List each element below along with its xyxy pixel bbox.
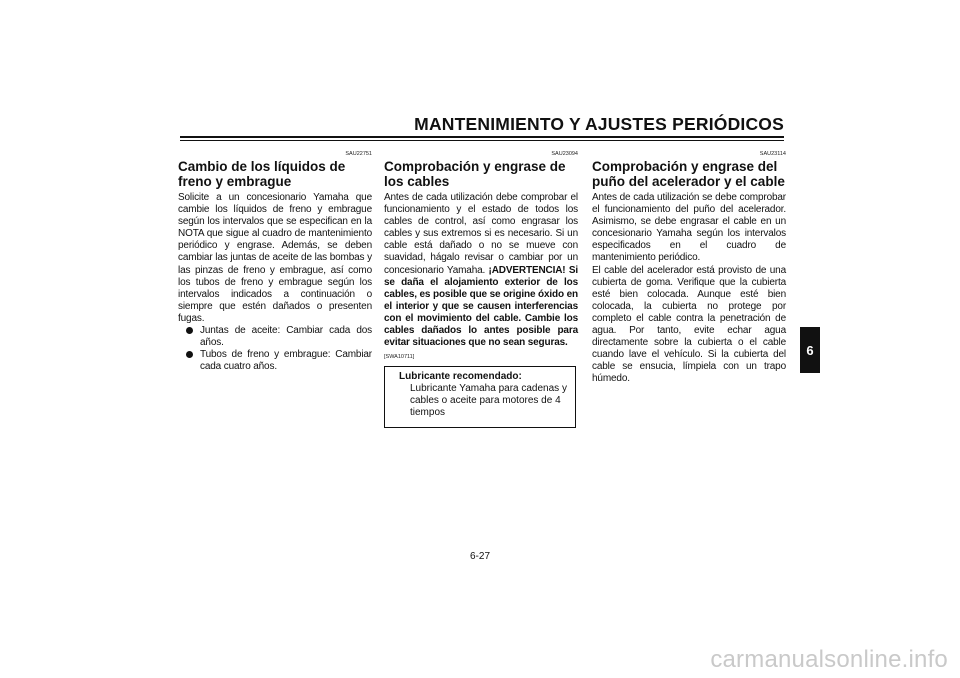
watermark: carmanualsonline.info [710, 646, 948, 673]
section-code: SAU23094 [551, 151, 578, 157]
warning-text: ¡ADVERTENCIA! Si se daña el alojamiento exterior de los cables, es posible que se origine óxido en el interior y que se causen interferencias con el movimiento del cable. Cambie los cables dañados lo antes posible para evitar situaciones que no sean seguras. [384, 264, 578, 349]
header-rule-thin [180, 140, 784, 141]
chapter-tab: 6 [800, 327, 820, 373]
list-item [178, 349, 372, 373]
page-number: 6-27 [469, 551, 490, 562]
section-body-text: Antes de cada utilización debe comprobar el funcionamiento y el estado de todos los cables de control, así como engrasar los cables y sus extremos si es necesario. Si un cable está dañado o no se mueve con suavidad, hágalo revisar o cambiar por un concesionario Yamaha. [384, 192, 578, 276]
section-brake-clutch-fluid [178, 150, 372, 373]
warning-code: [SWA10711] [384, 354, 415, 361]
lubricant-title: Lubricante recomendado: [399, 371, 522, 383]
section-heading: Comprobación y engrase del puño del acelerador y el cable [592, 159, 785, 189]
section-heading: Cambio de los líquidos de freno y embrague [178, 159, 346, 189]
page-header-title: MANTENIMIENTO Y AJUSTES PERIÓDICOS [414, 114, 784, 134]
section-body-2: El cable del acelerador está provisto de una cubierta de goma. Verifique que la cubierta esté bien colocada. Aunque esté bien colocada, la cubierta no protege por completo el cable contra la penetración de agua. Por tanto, evite echar agua directamente sobre la cubierta o el cable cuando lave el vehículo. Si la cubierta del cable se ensucia, límpiela con un trapo húmedo. [592, 264, 786, 385]
lubricant-text: Lubricante Yamaha para cadenas y cables o aceite para motores de 4 tiempos [410, 383, 567, 419]
section-code: SAU23114 [759, 151, 786, 157]
section-body: Solicite a un concesionario Yamaha que cambie los líquidos de freno y embrague según los intervalos que se especifican en la NOTA que sigue al cuadro de mantenimiento periódico y engrase. Además, se deben cambiar las juntas de aceite de las bombas y las pinzas de freno y embrague, así como los tubos de freno y embrague según los intervalos indicados a continuación o siempre que estén dañados o presenten fugas. [178, 192, 372, 324]
section-heading: Comprobación y engrase de los cables [384, 159, 566, 189]
header-rule [180, 136, 784, 138]
list-item-text: Juntas de aceite: Cambiar cada dos años. [200, 325, 372, 349]
section-body [384, 192, 578, 349]
bullet-icon [186, 327, 193, 334]
bullet-icon [186, 351, 193, 358]
bullet-list [178, 325, 372, 373]
list-item [178, 325, 372, 349]
lubricant-box [384, 366, 576, 428]
list-item-text: Tubos de freno y embrague: Cambiar cada cuatro años. [200, 349, 372, 373]
section-cables [384, 150, 578, 428]
section-throttle-grip [592, 150, 786, 386]
section-code: SAU22751 [345, 151, 372, 157]
section-body: Antes de cada utilización se debe comprobar el funcionamiento del puño del acelerador. Asimismo, se debe engrasar el cable en un concesionario Yamaha según los intervalos especificados en el cuadro de mantenimiento periódico. [592, 192, 786, 264]
